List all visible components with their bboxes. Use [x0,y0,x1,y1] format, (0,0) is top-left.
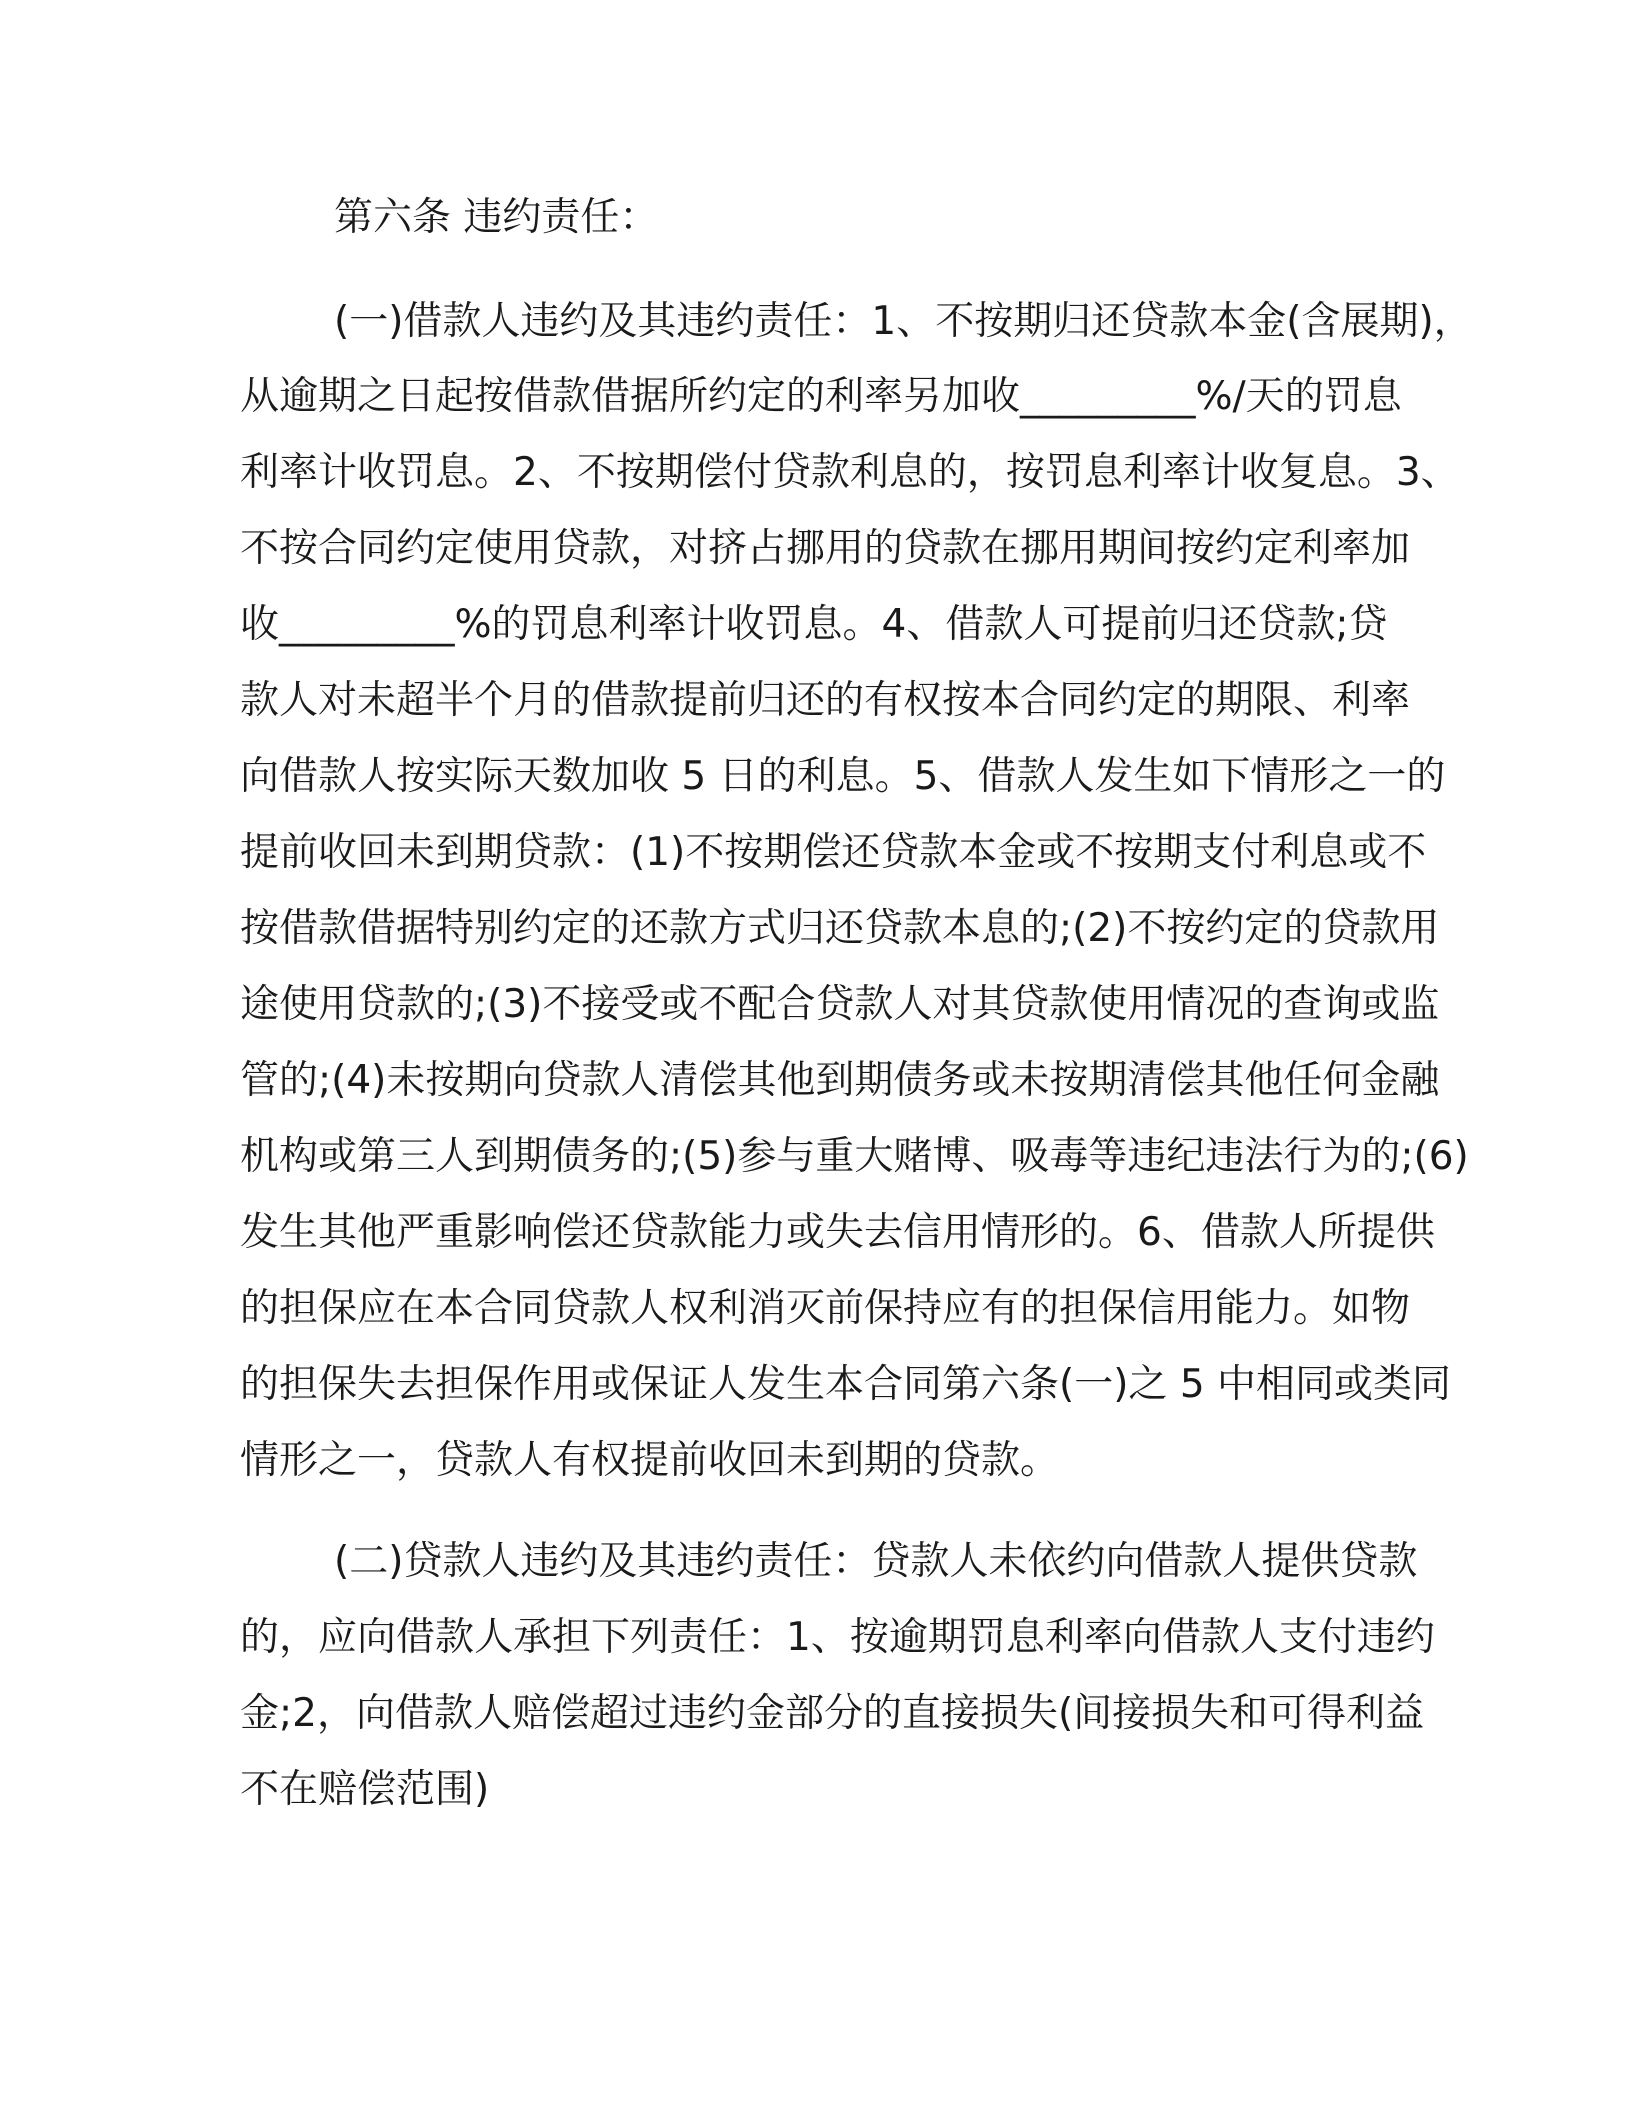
paragraph-1-line-5: 收_________%的罚息利率计收罚息。4、借款人可提前归还贷款;贷 [240,602,1388,647]
paragraph-1-line-16: 情形之一，贷款人有权提前收回未到期的贷款。 [240,1438,1060,1483]
paragraph-1-line-9: 按借款借据特别约定的还款方式归还贷款本息的;(2)不按约定的贷款用 [240,906,1440,951]
paragraph-1-line-11: 管的;(4)未按期向贷款人清偿其他到期债务或未按期清偿其他任何金融 [240,1058,1440,1103]
paragraph-1-line-2: 从逾期之日起按借款借据所约定的利率另加收_________%/天的罚息 [240,374,1402,419]
paragraph-2-line-3: 金;2，向借款人赔偿超过违约金部分的直接损失(间接损失和可得利益 [240,1691,1425,1736]
paragraph-1-line-15: 的担保失去担保作用或保证人发生本合同第六条(一)之 5 中相同或类同 [240,1362,1452,1407]
paragraph-1-line-13: 发生其他严重影响偿还贷款能力或失去信用情形的。6、借款人所提供 [240,1210,1435,1255]
paragraph-1-line-6: 款人对未超半个月的借款提前归还的有权按本合同约定的期限、利率 [240,678,1411,723]
paragraph-1-line-4: 不按合同约定使用贷款，对挤占挪用的贷款在挪用期间按约定利率加 [240,526,1411,571]
paragraph-1-line-7: 向借款人按实际天数加收 5 日的利息。5、借款人发生如下情形之一的 [240,754,1446,799]
paragraph-2-line-1: (二)贷款人违约及其违约责任：贷款人未依约向借款人提供贷款 [334,1539,1418,1584]
paragraph-1-line-8: 提前收回未到期贷款：(1)不按期偿还贷款本金或不按期支付利息或不 [240,830,1427,875]
paragraph-2-line-4: 不在赔偿范围) [240,1767,490,1812]
article-heading: 第六条 违约责任： [334,195,659,240]
paragraph-1-line-14: 的担保应在本合同贷款人权利消灭前保持应有的担保信用能力。如物 [240,1286,1411,1331]
paragraph-1-line-10: 途使用贷款的;(3)不接受或不配合贷款人对其贷款使用情况的查询或监 [240,982,1440,1027]
paragraph-1-line-3: 利率计收罚息。2、不按期偿付贷款利息的，按罚息利率计收复息。3、 [240,450,1460,495]
paragraph-1-line-1: (一)借款人违约及其违约责任：1、不按期归还贷款本金(含展期)， [334,299,1473,344]
paragraph-2-line-2: 的，应向借款人承担下列责任：1、按逾期罚息利率向借款人支付违约 [240,1615,1435,1660]
paragraph-1-line-12: 机构或第三人到期债务的;(5)参与重大赌博、吸毒等违纪违法行为的;(6) [240,1134,1469,1179]
